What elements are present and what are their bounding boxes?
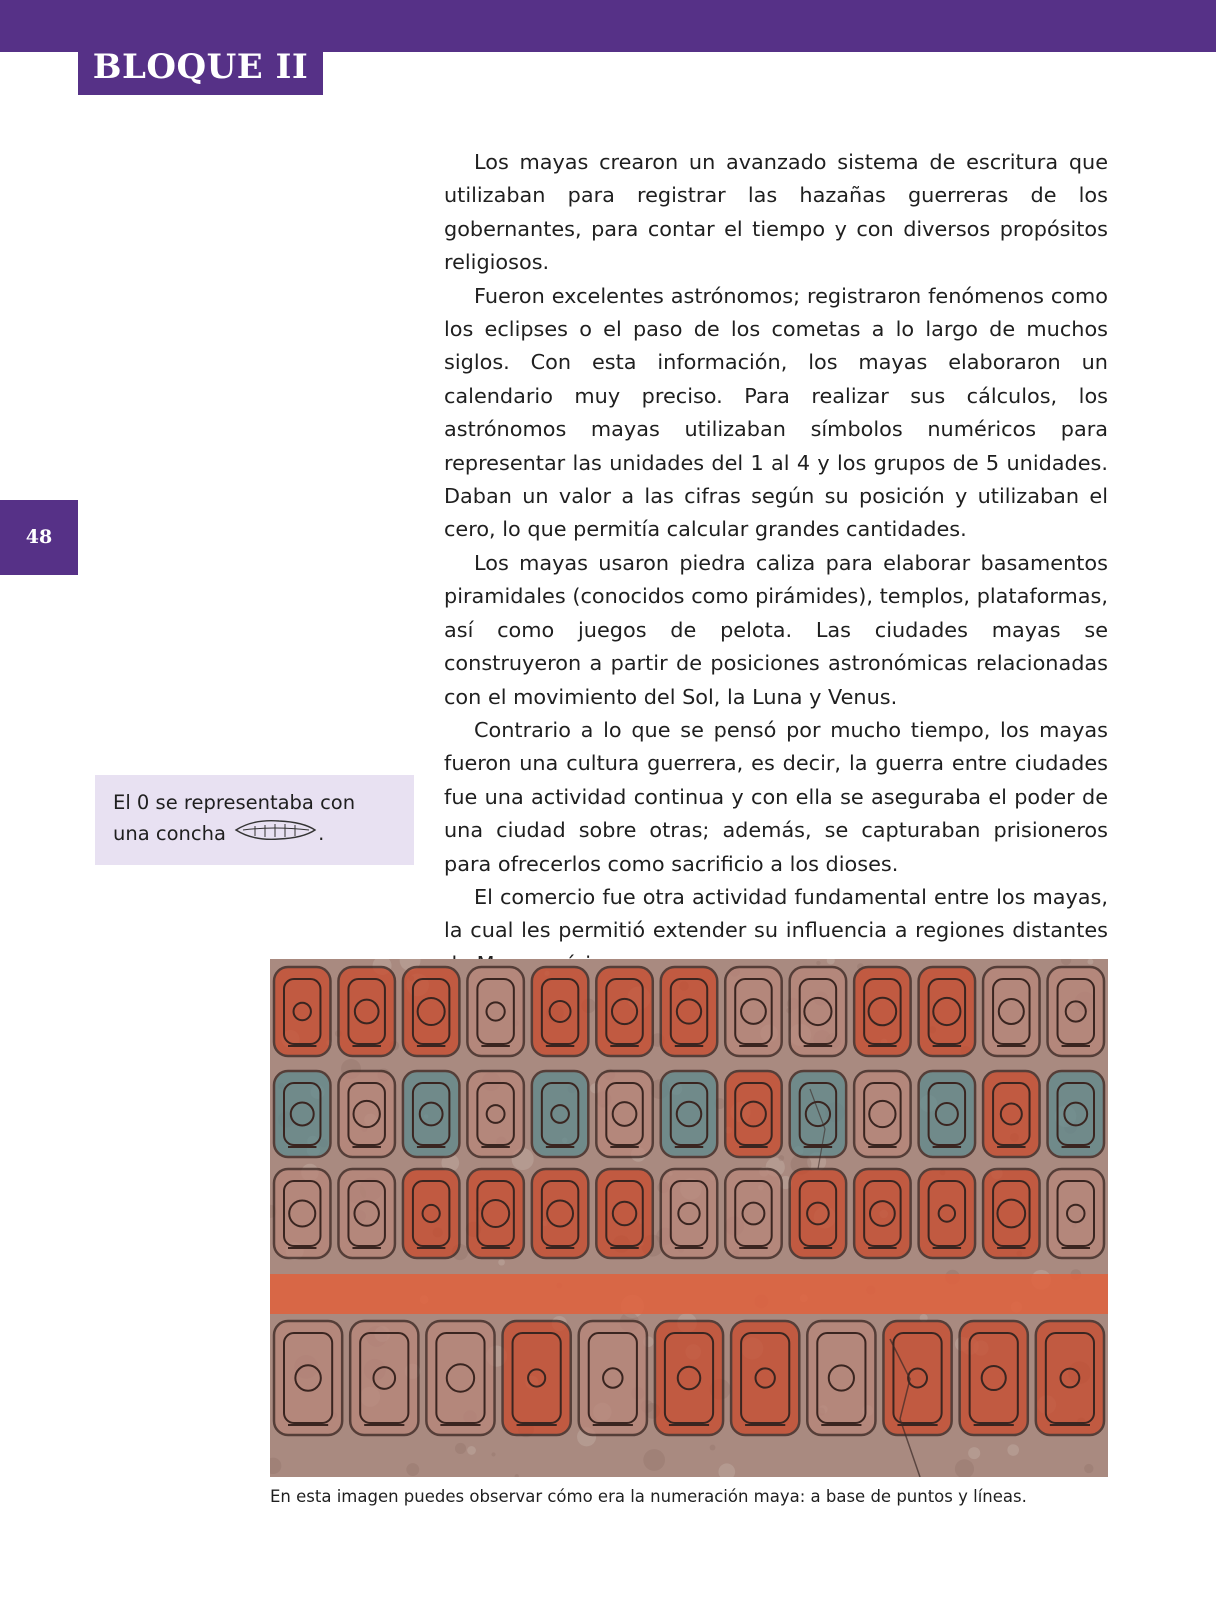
bloque-title: BLOQUE II: [78, 40, 323, 95]
body-text: [444, 146, 1108, 981]
paragraph-2: Fueron excelentes astrónomos; registraron fenómenos como los eclipses o el paso de los cometas a lo largo de muchos siglos. Con esta información, los mayas elaboraron un calendario muy preciso. Para realizar sus cálculos, los astrónomos mayas utilizaban símbolos numéricos para representar las unidades del 1 al 4 y los grupos de 5 unidades. Daban un valor a las cifras según su posición y utilizaban el cero, lo que permitía calcular grandes cantidades.: [444, 283, 1108, 542]
shell-icon: [233, 818, 317, 851]
maya-glyph-mural-illustration: [270, 959, 1108, 1477]
note-end-punct: .: [318, 822, 325, 845]
page-number: 48: [0, 500, 78, 575]
note-line-1: El 0 se representaba con: [113, 791, 356, 814]
note-line-2: [113, 818, 396, 851]
sidebar-note: [95, 775, 414, 865]
paragraph-4: Contrario a lo que se pensó por mucho tiempo, los mayas fueron una cultura guerrera, es decir, la guerra entre ciudades fue una actividad continua y con ella se aseguraba el poder de una ciudad sobre otras; además, se capturaban prisioneros para ofrecerlos como sacrificio a los dioses.: [444, 717, 1108, 876]
figure-caption: En esta imagen puedes observar cómo era la numeración maya: a base de puntos y líneas.: [270, 1487, 1027, 1506]
maya-glyph-image: [270, 959, 1108, 1477]
paragraph-1: Los mayas crearon un avanzado sistema de escritura que utilizaban para registrar las hazañas guerreras de los gobernantes, para contar el tiempo y con diversos propósitos religiosos.: [444, 150, 1108, 275]
note-line-2-text: una concha: [113, 822, 226, 845]
paragraph-5: El comercio fue otra actividad fundamental entre los mayas, la cual les permitió extender su influencia a regiones distantes: [444, 884, 1108, 943]
paragraph-3: Los mayas usaron piedra caliza para elaborar basamentos piramidales (conocidos como pirámides), templos, plataformas, así como juegos de pelota. Las ciudades mayas se construyeron a partir de posiciones astronómicas relacionadas con el movimiento del Sol, la Luna y Venus.: [444, 550, 1108, 709]
